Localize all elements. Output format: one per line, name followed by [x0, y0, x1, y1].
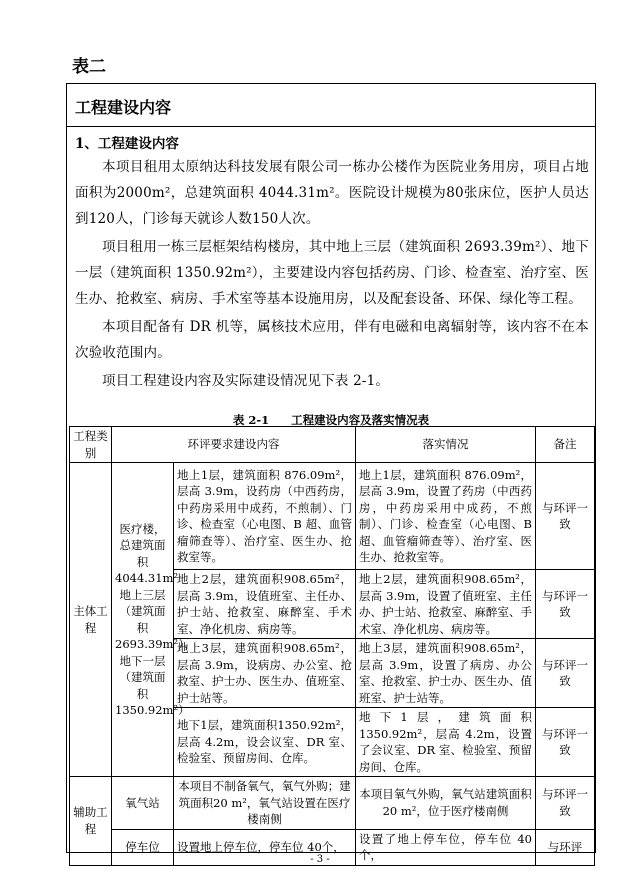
requirement-cell: 地上3层，建筑面积908.65m²，层高 3.9m，设病房、办公室、抢救室、护士办、医生办、值班室、护士站等。	[174, 639, 356, 708]
remark-cell: 与环评一致	[536, 463, 595, 570]
facility-name-cell: 停车位	[112, 829, 174, 865]
aux-category-cell: 辅助工程	[70, 777, 112, 866]
content-frame	[66, 83, 596, 862]
section-title: 工程建设内容	[75, 98, 172, 117]
page-label: 表二	[72, 57, 106, 77]
table-caption-number: 表 2-1	[232, 413, 270, 427]
implementation-cell: 地上3层，建筑面积908.65m²，层高 3.9m，设置了病房、办公室、抢救室、护士办、医生办、值班室、护士站等。	[356, 639, 536, 708]
page-number: - 3 -	[310, 854, 330, 865]
paragraph-2: 项目租用一栋三层框架结构楼房，其中地上三层（建筑面积 2693.39m²）、地下一层（建筑面积 1350.92m²），主要建设内容包括药房、门诊、检查室、治疗室、医生办、抢救室、病房、手术室等基本设施用房，以及配套设备、环保、绿化等工程。	[75, 239, 589, 307]
remark-cell: 与环评一致	[536, 708, 595, 777]
table-caption-title: 工程建设内容及落实情况表	[291, 413, 430, 427]
implementation-cell: 地上2层，建筑面积908.65m²，层高 3.9m，设置了值班室、主任办、护士站、抢救室、麻醉室、手术室、净化机房、病房等。	[356, 570, 536, 639]
construction-table	[69, 426, 595, 866]
paragraph-1: 本项目租用太原纳达科技发展有限公司一栋办公楼作为医院业务用房，项目占地面积为2000m²，总建筑面积 4044.31m²。医院设计规模为80张床位，医护人员达到120人，门诊每天就诊人数150人次。	[75, 159, 589, 227]
table-row	[70, 463, 595, 570]
requirement-cell: 本项目不制备氧气，氧气外购；建筑面积20 m²，氧气站设置在医疗楼南侧	[174, 777, 356, 830]
remark-cell: 与环评	[536, 829, 595, 865]
facility-name-cell: 氧气站	[112, 777, 174, 830]
remark-cell: 与环评一致	[536, 639, 595, 708]
requirement-cell: 设置地上停车位，停车位 40个，	[174, 829, 356, 865]
header-implementation: 落实情况	[356, 427, 536, 463]
implementation-cell: 本项目氧气外购，氧气站建筑面积20 m²，位于医疗楼南侧	[356, 777, 536, 830]
remark-cell: 与环评一致	[536, 777, 595, 830]
implementation-cell: 地上1层，建筑面积 876.09m²，层高 3.9m，设置了药房（中西药房，中药房采用中成药，不煎制）、门诊、检查室（心电图、B 超、血管瘤筛查等）、治疗室、医生办、抢救室等。	[356, 463, 536, 570]
main-category-cell: 主体工程	[70, 463, 112, 777]
header-requirement: 环评要求建设内容	[112, 427, 356, 463]
header-remark: 备注	[536, 427, 595, 463]
section-divider	[67, 126, 595, 127]
table-row	[70, 777, 595, 830]
paragraph-3: 本项目配备有 DR 机等，属核技术应用，伴有电磁和电离辐射等，该内容不在本次验收范围内。	[75, 319, 589, 361]
requirement-cell: 地下1层，建筑面积1350.92m²，层高 4.2m，设会议室、DR 室、检验室、预留房间、仓库。	[174, 708, 356, 777]
implementation-cell: 地下1层，建筑面积1350.92m²，层高 4.2m，设置了会议室、DR 室、检验室、预留房间、仓库。	[356, 708, 536, 777]
header-category: 工程类别	[70, 427, 112, 463]
table-header-row	[70, 427, 595, 463]
remark-cell: 与环评一致	[536, 570, 595, 639]
building-desc-cell: 医疗楼，总建筑面积4044.31m²地上三层（建筑面积2693.39m²）、地下一层（建筑面积1350.92m²）	[112, 463, 174, 777]
subsection-title: 1、工程建设内容	[75, 136, 179, 152]
requirement-cell: 地上1层，建筑面积 876.09m²，层高 3.9m，设药房（中西药房，中药房采用中成药，不煎制）、门诊、检查室（心电图、B 超、血管瘤筛查等）、治疗室、医生办、抢救室等。	[174, 463, 356, 570]
implementation-cell: 设置了地上停车位，停车位 40个，	[356, 829, 536, 865]
paragraph-4: 项目工程建设内容及实际建设情况见下表 2-1。	[102, 373, 390, 389]
requirement-cell: 地上2层，建筑面积908.65m²，层高 3.9m，设值班室、主任办、护士站、抢救室、麻醉室、手术室、净化机房、病房等。	[174, 570, 356, 639]
